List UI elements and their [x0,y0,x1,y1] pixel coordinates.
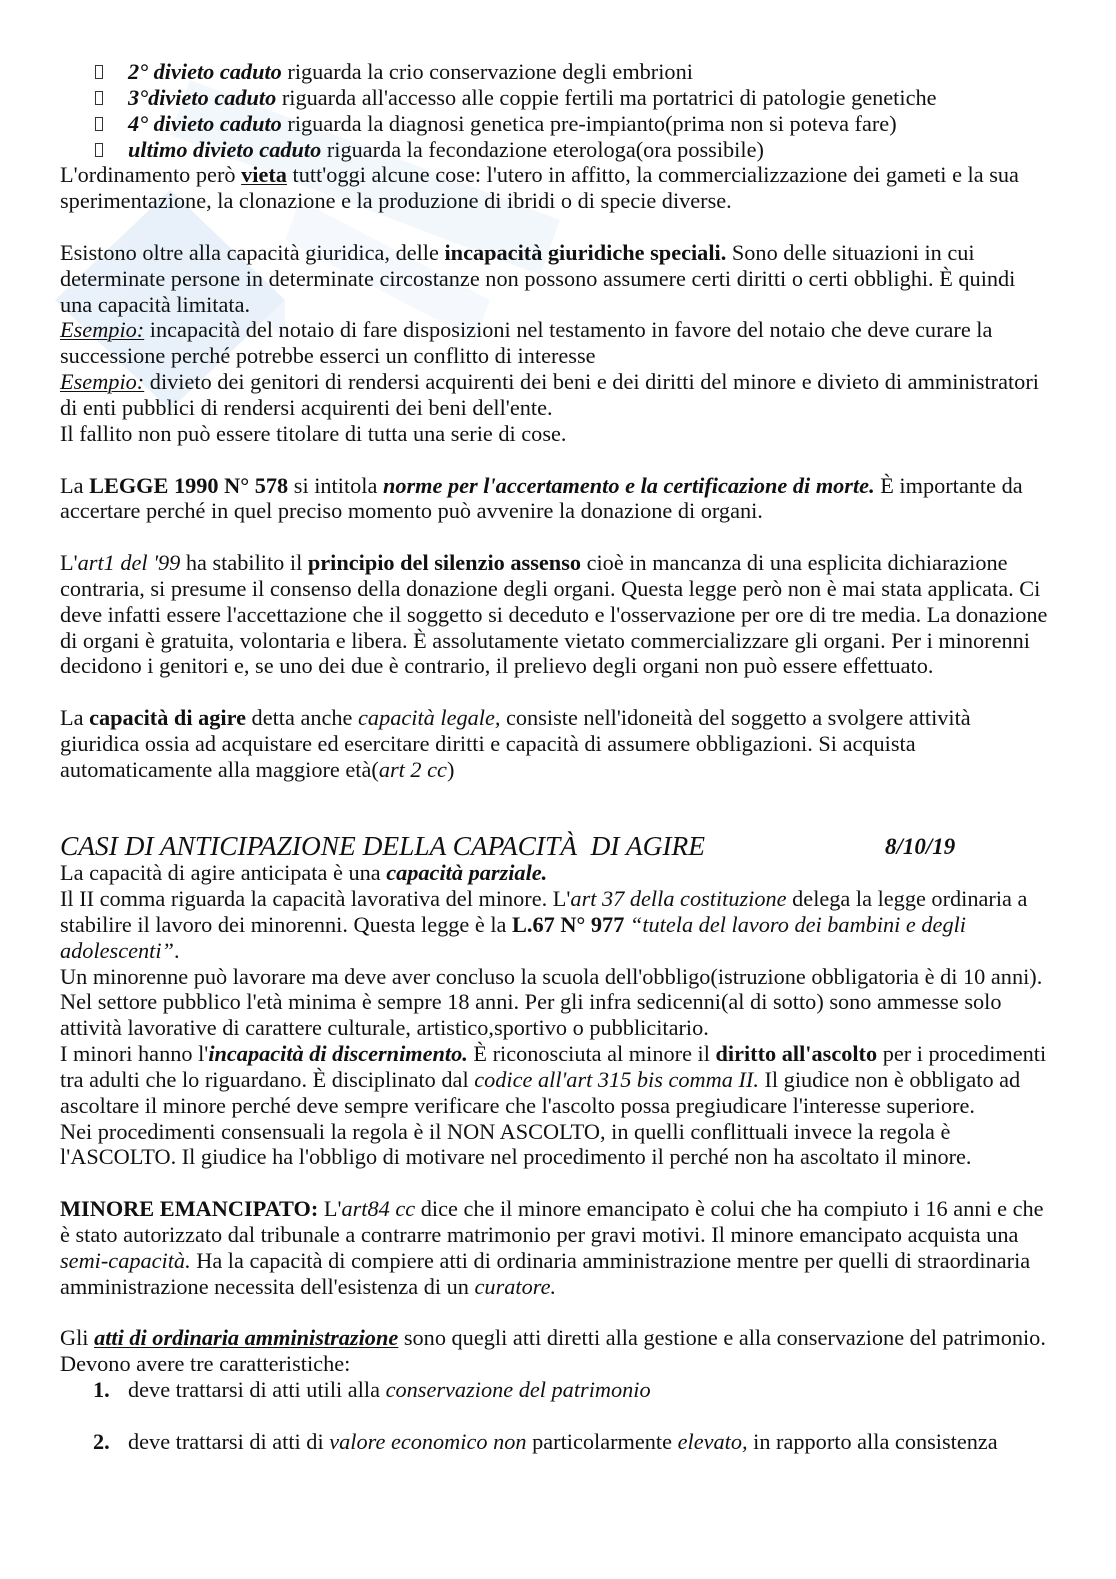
text-run: È importante da [874,472,1023,498]
text-run: decidono i genitori e, se uno dei due è contrario, il prelievo degli organi non può essere effettuato. [60,653,934,679]
example-label: Esempio: [60,369,145,395]
paragraph-line [60,886,1056,912]
text-run: L' [60,550,78,576]
paragraph-line [60,576,1056,602]
list-number: 1. [93,1377,110,1403]
bullet-text: riguarda la diagnosi genetica pre-impianto(prima non si poteva fare) [281,110,897,136]
text-run: dice che il minore emancipato è colui che ha compiuto i 16 anni e che [415,1196,1044,1222]
text-run: deve trattarsi di atti utili alla [128,1377,386,1403]
section-heading [60,831,1056,862]
paragraph-line [60,1274,1056,1300]
text-run: successione perché potrebbe esserci un conflitto di interesse [60,343,596,369]
paragraph-line [60,860,1056,886]
paragraph-line [60,964,1056,990]
article-reference: art1 del '99 [77,550,181,576]
text-run: Esistono oltre alla capacità giuridica, delle [60,239,445,265]
bullet-term: 2° divieto caduto [128,59,282,84]
paragraph-line [60,1119,1056,1145]
blank-line [60,679,1056,705]
text-run: si intitola [288,472,383,498]
paragraph-line [60,162,1056,188]
article-reference: codice all'art 315 bis comma II. [474,1066,759,1092]
paragraph-line [60,1196,1056,1222]
law-title: norme per l'accertamento e la certificazione di morte. [382,472,875,498]
paragraph-line [60,1351,1056,1377]
section-title: CASI DI ANTICIPAZIONE DELLA CAPACITÀ DI AGIRE [60,831,705,862]
text-run: deve infatti essere l'accettazione che il soggetto si deceduto e l'osservazione per ore di tre media. La donazione [60,601,1048,627]
paragraph-line [60,1093,1056,1119]
blank-line [60,1300,1056,1326]
text-run: Gli [60,1325,95,1351]
text-run: cioè in mancanza di una esplicita dichiarazione [581,550,1008,576]
paragraph-line [60,989,1056,1015]
paragraph-line [60,731,1056,757]
missing-glyph-bullet-icon [95,117,103,131]
text-run: giuridica ossia ad acquistare ed esercitare diritti e capacità di assumere obbligazioni. Si acquista [60,730,916,756]
text-run: L'ordinamento però [60,162,242,188]
paragraph-line [60,498,1056,524]
document-body [60,59,1056,1455]
text-run: per i procedimenti [877,1041,1047,1067]
italic-term: valore economico non [329,1428,527,1454]
text-run: Il II comma riguarda la capacità lavorativa del minore. L' [60,886,571,911]
blank-line [60,524,1056,550]
paragraph-line [60,473,1056,499]
text-run: Sono delle situazioni in cui [726,239,975,265]
text-run: contraria, si presume il consenso della donazione degli organi. Questa legge però non è mai stata applicata. Ci [60,575,1041,601]
italic-term: semi-capacità. [60,1247,191,1273]
text-run: sperimentazione, la clonazione e la produzione di ibridi o di specie diverse. [60,188,732,214]
paragraph-line [60,1067,1056,1093]
bold-term: incapacità giuridiche speciali. [444,239,727,265]
blank-line [60,1403,1056,1429]
text-run: Nei procedimenti consensuali la regola è il NON ASCOLTO, in quelli conflittuali invece la regola è [60,1118,951,1144]
bullet-item [60,59,1056,85]
paragraph-line [60,705,1056,731]
paragraph-line [60,912,1056,938]
bold-term: diritto all'ascolto [715,1041,878,1067]
text-run: tutt'oggi alcune cose: l'utero in affitto, la commercializzazione dei gameti e la sua [286,162,1019,188]
text-run: detta anche [245,705,359,731]
bullet-term: 4° divieto caduto [128,110,282,136]
bold-term: MINORE EMANCIPATO: [60,1196,319,1222]
italic-term: curatore. [474,1273,557,1299]
bullet-text: riguarda la crio conservazione degli embrioni [281,59,693,84]
bold-term: principio del silenzio assenso [307,550,582,576]
law-reference: LEGGE 1990 N° 578 [89,472,289,498]
text-run: . [173,937,180,963]
text-run: determinate persone in determinate circostanze non possono assumere certi diritti o certi obblighi. È quindi [60,265,1016,291]
bold-italic-term: capacità parziale. [386,860,548,886]
text-run: divieto dei genitori di rendersi acquirenti dei beni e dei diritti del minore e divieto di amministratori [144,369,1039,395]
blank-line [60,1170,1056,1196]
paragraph-line [60,1222,1056,1248]
blank-line [60,214,1056,240]
keyword-vieta: vieta [241,162,287,188]
paragraph-line [60,628,1056,654]
text-run: amministrazione necessita dell'esistenza di un [60,1273,475,1299]
text-run: ha stabilito il [180,550,308,576]
text-run: deve trattarsi di atti di [128,1428,330,1454]
law-title: “tutela del lavoro dei bambini e degli [624,911,966,937]
text-run: incapacità del notaio di fare disposizioni nel testamento in favore del notaio che deve curare la [144,317,993,343]
text-run: automaticamente alla maggiore età( [60,756,379,782]
paragraph-line [60,1015,1056,1041]
text-run: ) [446,756,455,782]
paragraph-line [60,317,1056,343]
bullet-text: riguarda la fecondazione eterologa(ora possibile) [321,136,764,162]
paragraph-line [60,602,1056,628]
paragraph-line [60,1144,1056,1170]
text-run: La [60,472,90,498]
article-reference: art 37 della costituzione [570,886,787,911]
text-run: Il fallito non può essere titolare di tutta una serie di cose. [60,420,567,446]
numbered-item [60,1377,1056,1403]
text-run: È riconosciuta al minore il [467,1041,716,1067]
bullet-item [60,111,1056,137]
missing-glyph-bullet-icon [95,65,103,79]
text-run: Devono avere tre caratteristiche: [60,1351,351,1377]
text-run: Nel settore pubblico l'età minima è sempre 18 anni. Per gli infra sedicenni(al di sotto) sono ammesse solo [60,989,1002,1015]
paragraph-line [60,188,1056,214]
law-reference: L.67 N° 977 [512,911,625,937]
paragraph-line [60,1248,1056,1274]
paragraph-line [60,240,1056,266]
text-run: Un minorenne può lavorare ma deve aver concluso la scuola dell'obbligo(istruzione obbligatoria è di 10 anni). [60,963,1043,989]
paragraph-line [60,653,1056,679]
bold-italic-term: incapacità di discernimento. [208,1041,468,1067]
text-run: I minori hanno l' [60,1041,209,1067]
bold-term: capacità di agire [89,705,246,731]
blank-line [60,783,1056,809]
text-run: accertare perché in quel preciso momento può avvenire la donazione di organi. [60,498,763,524]
text-run: in rapporto alla consistenza [747,1428,998,1454]
text-run: di enti pubblici di rendersi acquirenti dei beni dell'ente. [60,394,553,420]
text-run: Il giudice non è obbligato ad [758,1066,1021,1092]
italic-term: elevato, [677,1428,748,1454]
text-run: una capacità limitata. [60,291,251,317]
paragraph-line [60,395,1056,421]
paragraph-line [60,421,1056,447]
paragraph-line [60,1325,1056,1351]
text-run: L' [318,1196,342,1222]
text-run: La capacità di agire anticipata è una [60,860,387,886]
paragraph-line [60,757,1056,783]
text-run: ascoltare il minore perché deve sempre verificare che l'ascolto possa pregiudicare l'interesse superiore. [60,1092,975,1118]
text-run: stabilire il lavoro dei minorenni. Questa legge è la [60,911,512,937]
text-run: La [60,705,90,731]
text-run: attività lavorative di carattere culturale, artistico,sportivo o pubblicitario. [60,1015,709,1041]
paragraph-line [60,369,1056,395]
lecture-date: 8/10/19 [885,834,956,860]
paragraph-line [60,1041,1056,1067]
italic-term: conservazione del patrimonio [385,1377,651,1403]
law-title: adolescenti” [60,937,174,963]
list-number: 2. [93,1428,110,1454]
numbered-item [60,1429,1056,1455]
article-reference: art 2 cc [378,756,447,782]
paragraph-line [60,343,1056,369]
text-run: sono quegli atti diretti alla gestione e alla conservazione del patrimonio. [398,1325,1046,1351]
bullet-item [60,137,1056,163]
text-run: l'ASCOLTO. Il giudice ha l'obbligo di motivare nel procedimento il perché non ha ascoltato il minore. [60,1144,972,1170]
text-run: Ha la capacità di compiere atti di ordinaria amministrazione mentre per quelli di straordinaria [190,1247,1031,1273]
text-run: è stato autorizzato dal tribunale a contrarre matrimonio per gravi motivi. Il minore emancipato acquista una [60,1221,1019,1247]
text-run: tra adulti che lo riguardano. È disciplinato dal [60,1066,475,1092]
missing-glyph-bullet-icon [95,143,103,157]
missing-glyph-bullet-icon [95,91,103,105]
bullet-item [60,85,1056,111]
paragraph-line [60,292,1056,318]
bullet-text: riguarda all'accesso alle coppie fertili ma portatrici di patologie genetiche [276,84,937,110]
paragraph-line [60,266,1056,292]
text-run: di organi è gratuita, volontaria e libera. È assolutamente vietato commercializzare gli organi. Per i minorenni [60,627,1030,653]
bullet-term: ultimo divieto caduto [128,136,322,162]
text-run: particolarmente [526,1428,678,1454]
paragraph-line [60,550,1056,576]
article-reference: art84 cc [341,1196,416,1222]
italic-term: capacità legale, [358,705,501,731]
text-run: consiste nell'idoneità del soggetto a svolgere attività [500,705,971,731]
text-run: delega la legge ordinaria a [786,886,1028,911]
paragraph-line [60,938,1056,964]
blank-line [60,447,1056,473]
bold-italic-underlined-term: atti di ordinaria amministrazione [94,1325,399,1351]
example-label: Esempio: [60,317,145,343]
bullet-term: 3°divieto caduto [128,84,277,110]
